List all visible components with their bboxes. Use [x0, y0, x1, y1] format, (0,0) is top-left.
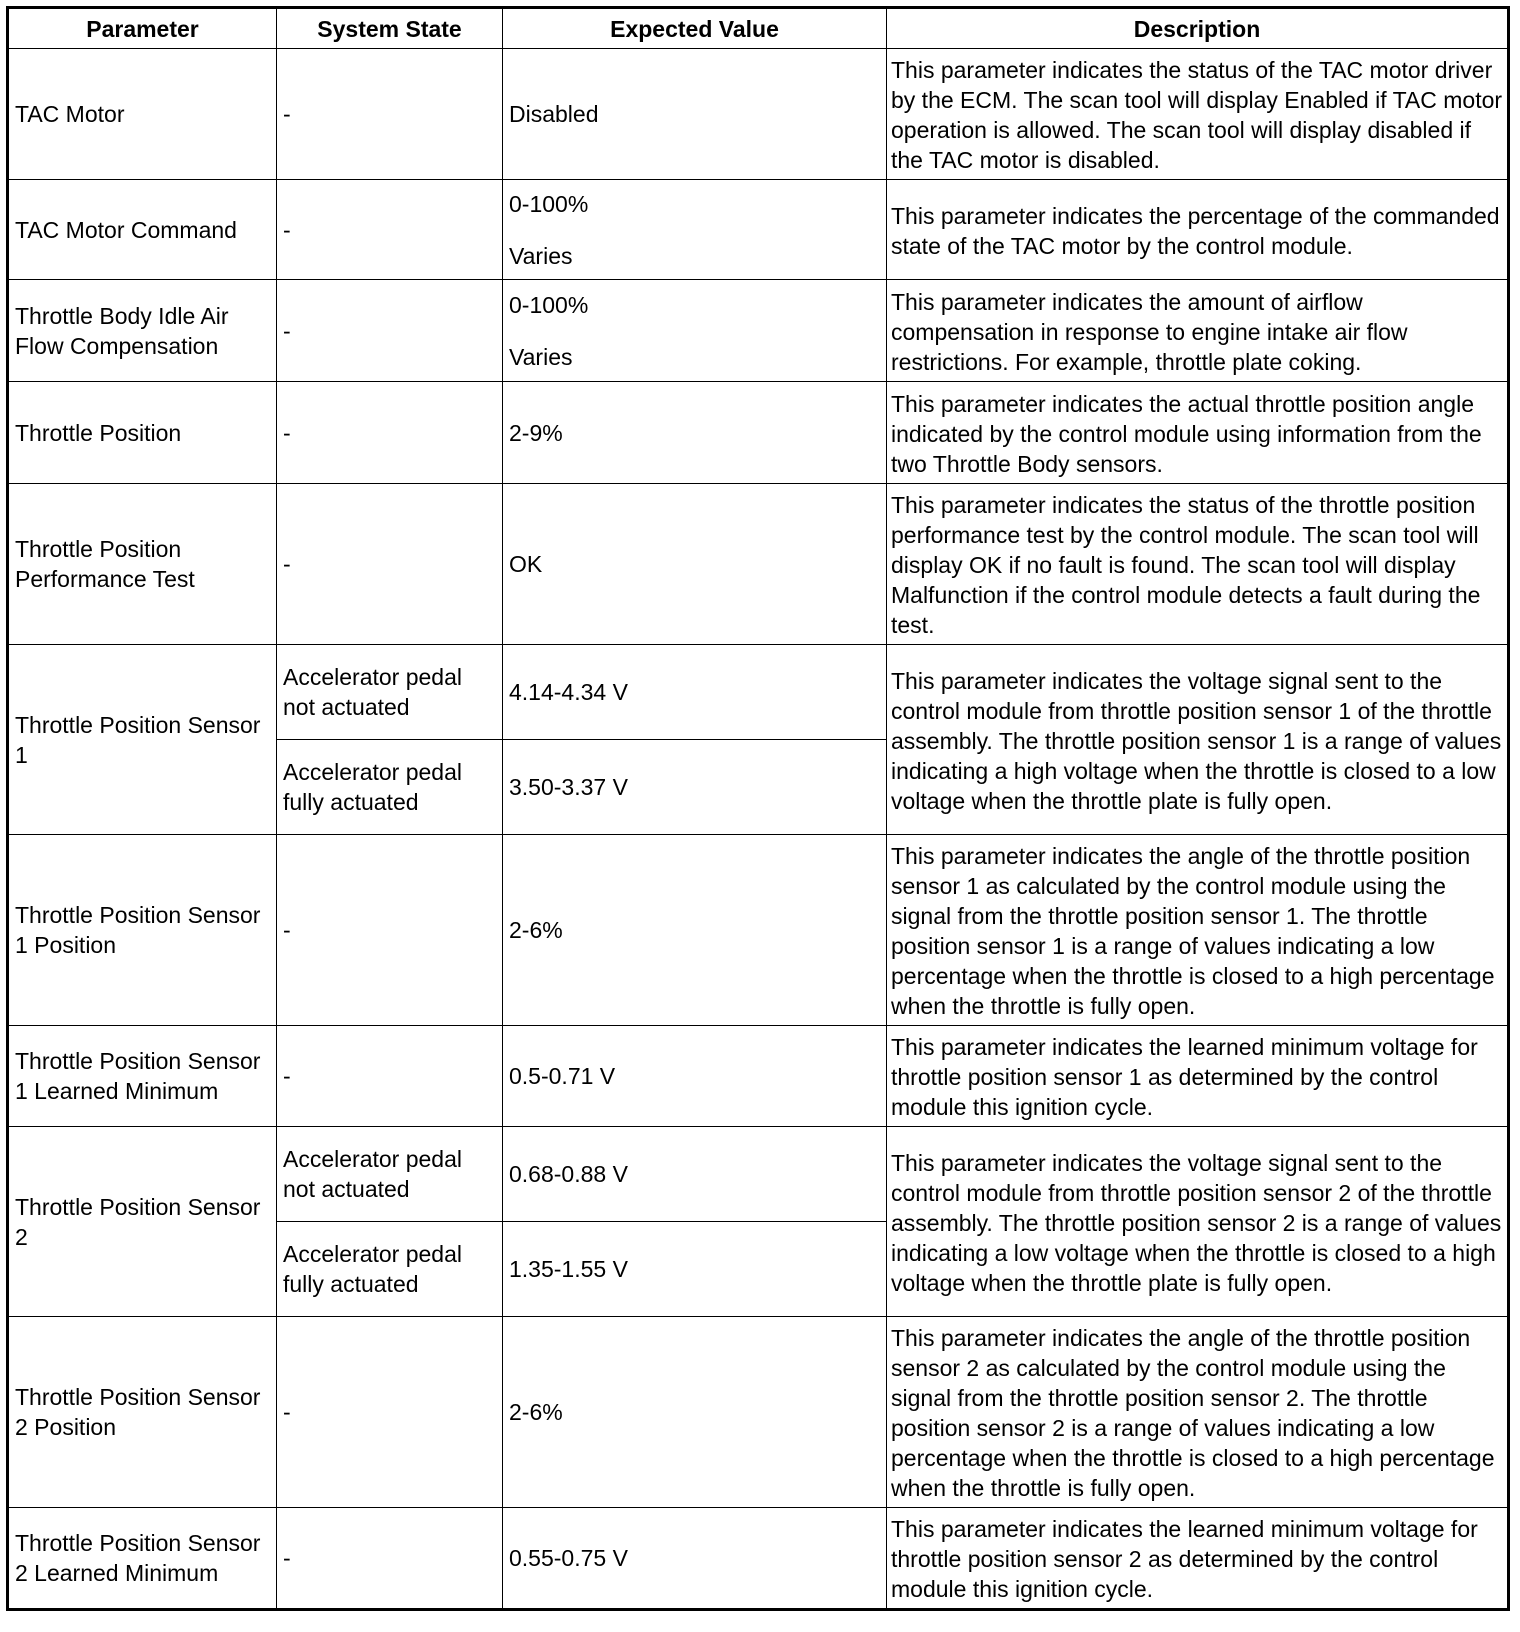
expected-value-cell [503, 280, 887, 382]
expected-value: OK [509, 551, 543, 577]
expected-value: 2-6% [509, 1399, 563, 1425]
expected-value-cell [503, 835, 887, 1026]
expected-value: 3.50-3.37 V [509, 774, 628, 800]
expected-value: 0.5-0.71 V [509, 1063, 616, 1089]
expected-value-cell [503, 1508, 887, 1610]
expected-value: 0-100% [509, 190, 589, 217]
system-state-cell: Accelerator pedal not actuated [277, 645, 503, 740]
expected-value-cell [503, 49, 887, 180]
parameter-table [6, 6, 1510, 1611]
system-state-cell: Accelerator pedal not actuated [277, 1127, 503, 1222]
parameter-cell: Throttle Position Performance Test [8, 484, 277, 645]
description-cell: This parameter indicates the learned minimum voltage for throttle position sensor 1 as determined by the control module this ignition cycle. [887, 1026, 1509, 1127]
parameter-cell: Throttle Body Idle Air Flow Compensation [8, 280, 277, 382]
table-row [8, 382, 1509, 484]
table-row [8, 484, 1509, 645]
description-cell: This parameter indicates the percentage of the commanded state of the TAC motor by the control module. [887, 180, 1509, 280]
table-row [8, 1127, 1509, 1222]
expected-value-cell [503, 1317, 887, 1508]
description-cell: This parameter indicates the status of the throttle position performance test by the control module. The scan tool will display OK if no fault is found. The scan tool will display Malfunction if the control module detects a fault during the test. [887, 484, 1509, 645]
system-state-cell: - [277, 484, 503, 645]
system-state-cell: - [277, 1508, 503, 1610]
expected-value-cell [503, 180, 887, 280]
system-state-cell: - [277, 1317, 503, 1508]
expected-value-cell [503, 645, 887, 740]
parameter-cell: Throttle Position [8, 382, 277, 484]
parameter-cell: Throttle Position Sensor 1 [8, 645, 277, 835]
expected-value-note: Varies [509, 242, 573, 269]
expected-value-cell [503, 382, 887, 484]
table-row [8, 835, 1509, 1026]
parameter-cell: Throttle Position Sensor 1 Position [8, 835, 277, 1026]
description-cell: This parameter indicates the angle of the throttle position sensor 1 as calculated by the control module using the signal from the throttle position sensor 1. The throttle position sensor 1 is a range of values indicating a low percentage when the throttle is closed to a high percentage when the throttle is fully open. [887, 835, 1509, 1026]
description-cell: This parameter indicates the angle of the throttle position sensor 2 as calculated by the control module using the signal from the throttle position sensor 2. The throttle position sensor 2 is a range of values indicating a low percentage when the throttle is closed to a high percentage when the throttle is fully open. [887, 1317, 1509, 1508]
description-cell: This parameter indicates the learned minimum voltage for throttle position sensor 2 as determined by the control module this ignition cycle. [887, 1508, 1509, 1610]
expected-value: 0.68-0.88 V [509, 1161, 628, 1187]
description-cell: This parameter indicates the actual throttle position angle indicated by the control module using information from the two Throttle Body sensors. [887, 382, 1509, 484]
description-cell: This parameter indicates the amount of airflow compensation in response to engine intake air flow restrictions. For example, throttle plate coking. [887, 280, 1509, 382]
table-row [8, 1317, 1509, 1508]
expected-value-note: Varies [509, 343, 573, 370]
table-row [8, 1026, 1509, 1127]
system-state-cell: - [277, 1026, 503, 1127]
table-row [8, 280, 1509, 382]
expected-value-cell [503, 1222, 887, 1317]
parameter-cell: Throttle Position Sensor 2 Learned Minimum [8, 1508, 277, 1610]
expected-value: Disabled [509, 101, 599, 127]
description-cell: This parameter indicates the voltage signal sent to the control module from throttle position sensor 1 of the throttle assembly. The throttle position sensor 1 is a range of values indicating a high voltage when the throttle is closed to a low voltage when the throttle plate is fully open. [887, 645, 1509, 835]
description-cell: This parameter indicates the status of the TAC motor driver by the ECM. The scan tool will display Enabled if TAC motor operation is allowed. The scan tool will display disabled if the TAC motor is disabled. [887, 49, 1509, 180]
expected-value: 0.55-0.75 V [509, 1545, 628, 1571]
table-row [8, 645, 1509, 740]
system-state-cell: - [277, 180, 503, 280]
expected-value: 2-9% [509, 419, 563, 446]
parameter-cell: Throttle Position Sensor 2 [8, 1127, 277, 1317]
system-state-cell: - [277, 382, 503, 484]
parameter-cell: Throttle Position Sensor 1 Learned Minimum [8, 1026, 277, 1127]
expected-value-cell [503, 484, 887, 645]
parameter-cell: TAC Motor [8, 49, 277, 180]
expected-value: 4.14-4.34 V [509, 679, 628, 705]
expected-value-cell [503, 1026, 887, 1127]
expected-value: 1.35-1.55 V [509, 1256, 628, 1282]
header-parameter: Parameter [8, 8, 277, 49]
header-system-state: System State [277, 8, 503, 49]
table-row [8, 49, 1509, 180]
header-expected-value: Expected Value [503, 8, 887, 49]
expected-value: 0-100% [509, 291, 589, 318]
expected-value-cell [503, 740, 887, 835]
system-state-cell: - [277, 835, 503, 1026]
expected-value: 2-6% [509, 917, 563, 943]
system-state-cell: Accelerator pedal fully actuated [277, 1222, 503, 1317]
description-cell: This parameter indicates the voltage signal sent to the control module from throttle position sensor 2 of the throttle assembly. The throttle position sensor 2 is a range of values indicating a low voltage when the throttle is closed to a high voltage when the throttle plate is fully open. [887, 1127, 1509, 1317]
parameter-cell: TAC Motor Command [8, 180, 277, 280]
system-state-cell: - [277, 280, 503, 382]
header-row [8, 8, 1509, 49]
system-state-cell: Accelerator pedal fully actuated [277, 740, 503, 835]
system-state-cell: - [277, 49, 503, 180]
expected-value-cell [503, 1127, 887, 1222]
parameter-cell: Throttle Position Sensor 2 Position [8, 1317, 277, 1508]
parameter-table-sheet [6, 6, 1507, 1611]
header-description: Description [887, 8, 1509, 49]
table-row [8, 180, 1509, 280]
table-row [8, 1508, 1509, 1610]
